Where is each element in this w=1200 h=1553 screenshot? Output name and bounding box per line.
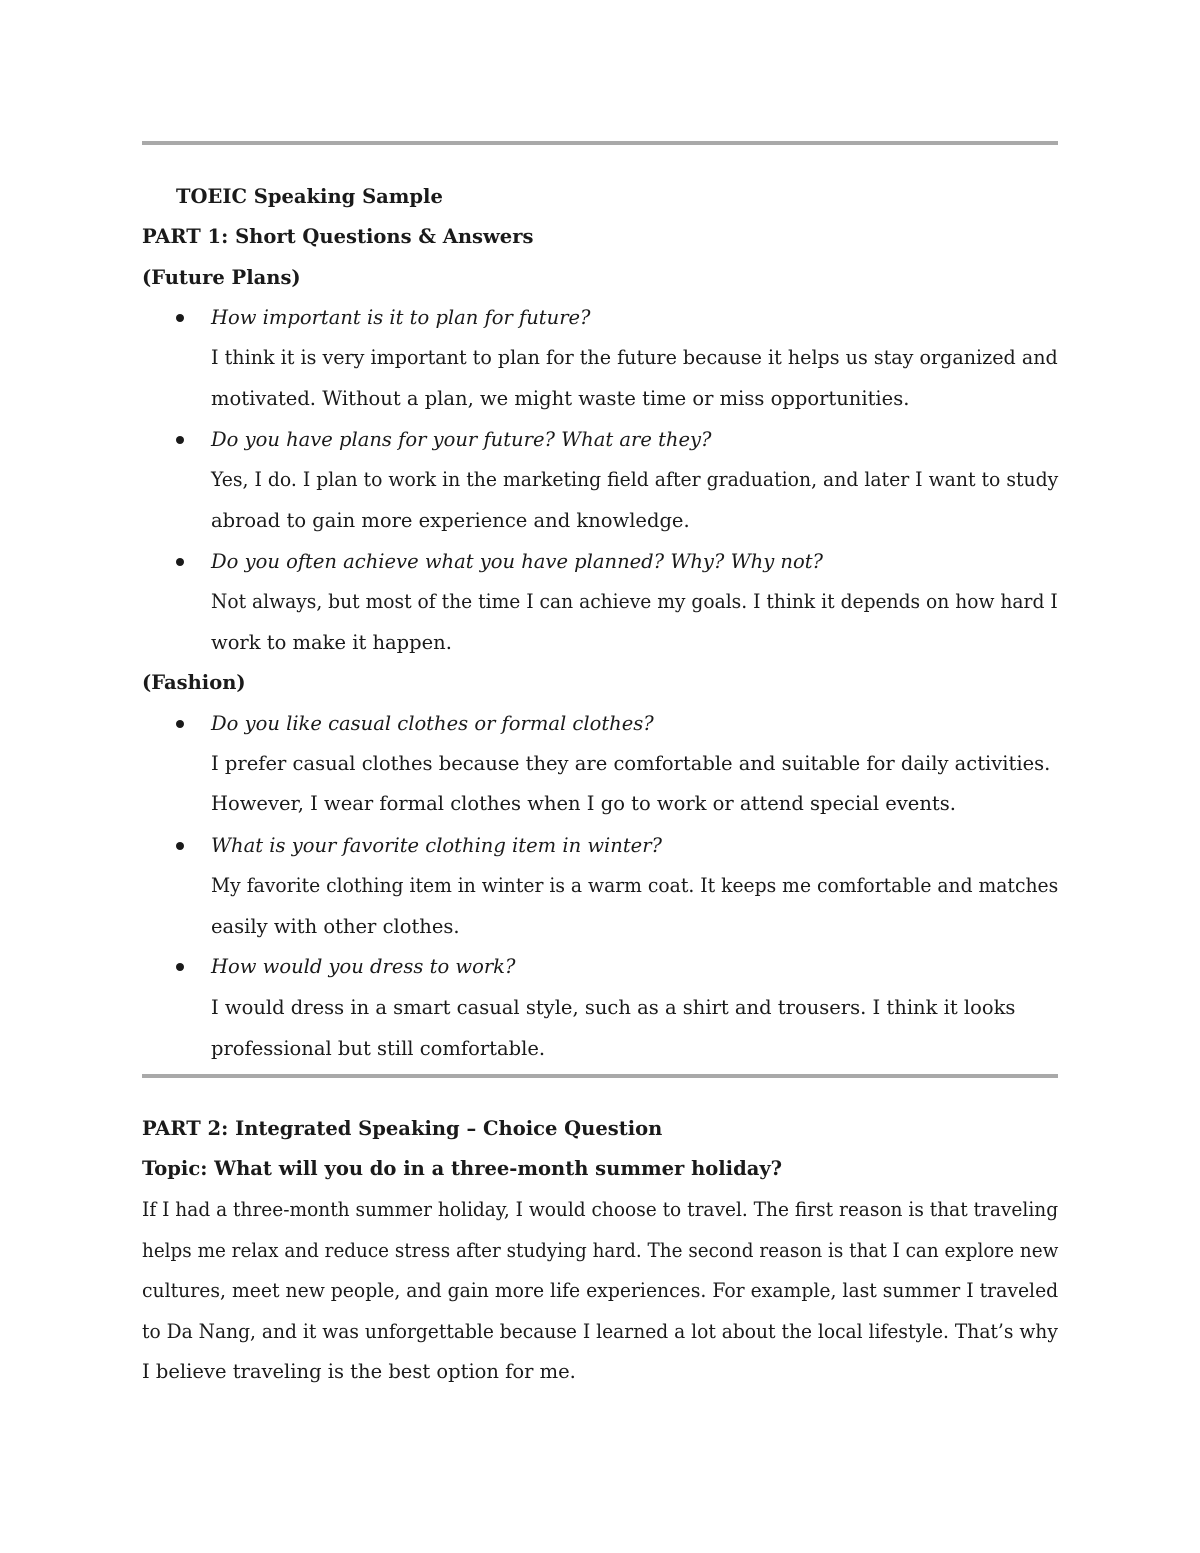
answer-line: I believe traveling is the best option for me. xyxy=(142,1360,576,1383)
answer-line: to Da Nang, and it was unforgettable because I learned a lot about the local lifestyle. That’s why xyxy=(142,1320,1058,1343)
part2-heading: PART 2: Integrated Speaking – Choice Question xyxy=(142,1117,663,1140)
section-label-future-plans: (Future Plans) xyxy=(142,266,301,289)
top-divider xyxy=(142,141,1058,145)
answer-line: I would dress in a smart casual style, such as a shirt and trousers. I think it looks xyxy=(211,996,1016,1019)
answer-line: I prefer casual clothes because they are comfortable and suitable for daily activities. xyxy=(211,752,1051,775)
answer-line: easily with other clothes. xyxy=(211,915,460,938)
document-title: TOEIC Speaking Sample xyxy=(176,185,443,208)
answer-line: helps me relax and reduce stress after studying hard. The second reason is that I can explore new xyxy=(142,1239,1059,1262)
answer-line: Yes, I do. I plan to work in the marketing field after graduation, and later I want to study xyxy=(211,468,1059,491)
answer-line: Not always, but most of the time I can achieve my goals. I think it depends on how hard I xyxy=(211,590,1058,613)
answer-line: cultures, meet new people, and gain more life experiences. For example, last summer I traveled xyxy=(142,1279,1059,1302)
bullet-icon xyxy=(176,558,184,566)
question: What is your favorite clothing item in winter? xyxy=(211,834,662,857)
question: Do you often achieve what you have planned? Why? Why not? xyxy=(211,550,823,573)
answer-line: My favorite clothing item in winter is a warm coat. It keeps me comfortable and matches xyxy=(211,874,1059,897)
bullet-icon xyxy=(176,314,184,322)
answer-line: I think it is very important to plan for the future because it helps us stay organized and xyxy=(211,346,1058,369)
bullet-icon xyxy=(176,842,184,850)
answer-line: abroad to gain more experience and knowledge. xyxy=(211,509,690,532)
answer-line: If I had a three-month summer holiday, I would choose to travel. The first reason is that traveling xyxy=(142,1198,1059,1221)
answer-line: However, I wear formal clothes when I go to work or attend special events. xyxy=(211,792,956,815)
bullet-icon xyxy=(176,720,184,728)
answer-line: motivated. Without a plan, we might waste time or miss opportunities. xyxy=(211,387,910,410)
answer-line: work to make it happen. xyxy=(211,631,452,654)
part2-topic: Topic: What will you do in a three-month summer holiday? xyxy=(142,1157,783,1180)
answer-line: professional but still comfortable. xyxy=(211,1037,546,1060)
question: Do you like casual clothes or formal clothes? xyxy=(211,712,654,735)
question: How would you dress to work? xyxy=(211,955,516,978)
part1-heading: PART 1: Short Questions & Answers xyxy=(142,225,534,248)
middle-divider xyxy=(142,1074,1058,1078)
bullet-icon xyxy=(176,436,184,444)
question: How important is it to plan for future? xyxy=(211,306,591,329)
bullet-icon xyxy=(176,963,184,971)
question: Do you have plans for your future? What are they? xyxy=(211,428,712,451)
section-label-fashion: (Fashion) xyxy=(142,671,246,694)
